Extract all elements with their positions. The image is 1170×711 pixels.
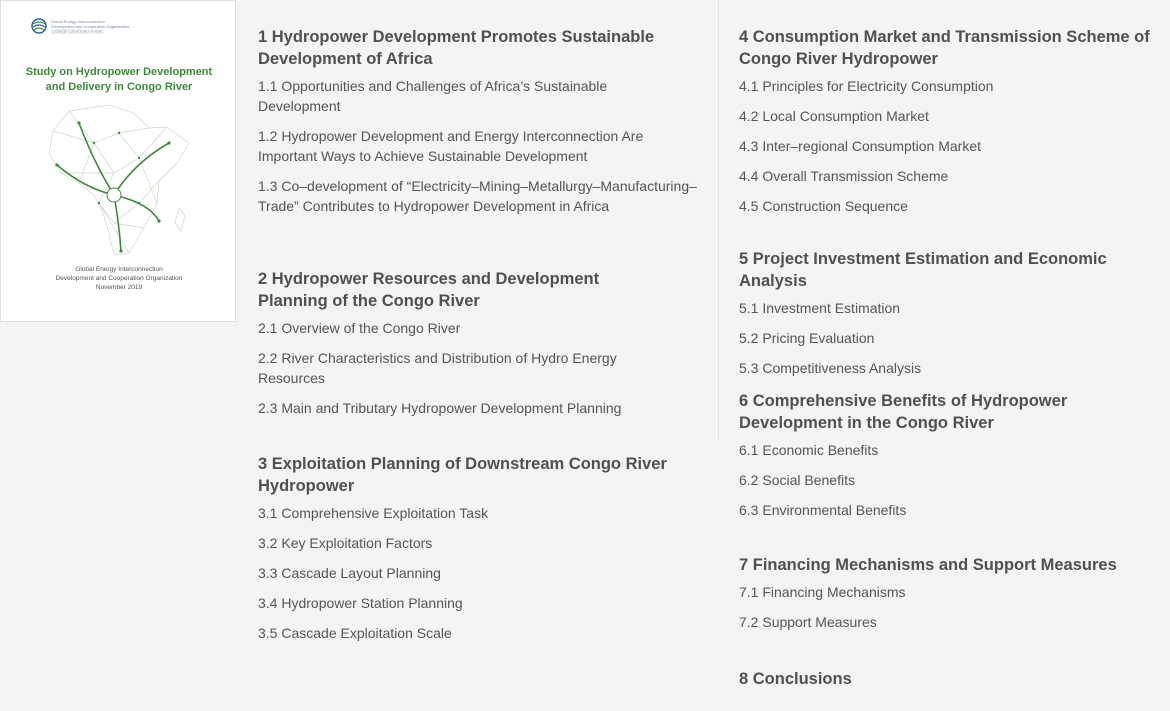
section-item: 2.1 Overview of the Congo River [258, 320, 461, 336]
section-item: 6.1 Economic Benefits [739, 442, 879, 458]
cover-publisher [1, 265, 237, 292]
section-item: 2.2 River Characteristics and Distribution of Hydro Energy Resources [258, 350, 617, 386]
cover-org [31, 18, 151, 34]
section-item: 4.4 Overall Transmission Scheme [739, 168, 949, 184]
cover-title-line: Study on Hydropower Development [25, 66, 213, 78]
section-item: 6.2 Social Benefits [739, 472, 855, 488]
cover-publisher-line: Global Energy Interconnection [75, 266, 163, 273]
section-item: 5.2 Pricing Evaluation [739, 330, 875, 346]
chapter-title: 4 Consumption Market and Transmission Scheme of Congo River Hydropower [739, 28, 1150, 68]
chapter-2 [258, 268, 668, 418]
chapter-title: 5 Project Investment Estimation and Economic Analysis [739, 250, 1107, 290]
chapter-title: 7 Financing Mechanisms and Support Measures [739, 556, 1117, 574]
cover-org-line: 全球能源互联网发展合作组织 [51, 28, 103, 34]
africa-network-map-icon [39, 103, 199, 263]
section-item: 5.3 Competitiveness Analysis [739, 360, 922, 376]
section-item: 7.1 Financing Mechanisms [739, 584, 906, 600]
chapter-title: 2 Hydropower Resources and Development Planning of the Congo River [258, 270, 600, 310]
section-item: 3.2 Key Exploitation Factors [258, 535, 433, 551]
chapter-7 [739, 554, 1170, 632]
cover-publisher-date: November 2019 [95, 284, 143, 291]
chapter-1 [258, 26, 697, 216]
cover-publisher-line: Development and Cooperation Organization [55, 275, 183, 282]
chapter-6 [739, 390, 1170, 520]
chapter-title: 1 Hydropower Development Promotes Sustainable Development of Africa [258, 28, 655, 68]
section-item: 5.1 Investment Estimation [739, 300, 901, 316]
section-item: 1.3 Co–development of “Electricity–Mining–Metallurgy–Manufacturing–Trade” Contributes to Hydropower Development in Africa [258, 178, 697, 214]
column-divider [718, 0, 719, 440]
cover-org-text [51, 19, 151, 34]
book-cover [0, 0, 236, 322]
chapter-title: 3 Exploitation Planning of Downstream Congo River Hydropower [258, 455, 667, 495]
chapter-title: 6 Comprehensive Benefits of Hydropower Development in the Congo River [739, 392, 1068, 432]
section-item: 7.2 Support Measures [739, 614, 877, 630]
section-item: 4.5 Construction Sequence [739, 198, 908, 214]
section-item: 4.3 Inter–regional Consumption Market [739, 138, 982, 154]
cover-org-line: Development and Cooperation Organization [51, 23, 130, 29]
section-item: 4.1 Principles for Electricity Consumption [739, 78, 994, 94]
section-item: 6.3 Environmental Benefits [739, 502, 907, 518]
globe-logo-icon [31, 18, 47, 34]
section-item: 1.1 Opportunities and Challenges of Africa’s Sustainable Development [258, 78, 608, 114]
chapter-8 [739, 668, 1170, 696]
section-item: 4.2 Local Consumption Market [739, 108, 929, 124]
section-item: 3.1 Comprehensive Exploitation Task [258, 505, 489, 521]
chapter-title: 8 Conclusions [739, 670, 852, 688]
section-item: 3.3 Cascade Layout Planning [258, 565, 441, 581]
chapter-5 [739, 248, 1170, 378]
section-item: 3.4 Hydropower Station Planning [258, 595, 463, 611]
section-item: 3.5 Cascade Exploitation Scale [258, 625, 452, 641]
chapter-3 [258, 453, 668, 643]
section-item: 2.3 Main and Tributary Hydropower Development Planning [258, 400, 622, 416]
cover-org-line: Global Energy Interconnection [51, 18, 105, 24]
cover-title [1, 65, 237, 95]
section-item: 1.2 Hydropower Development and Energy Interconnection Are Important Ways to Achieve Sustainable Development [258, 128, 644, 164]
chapter-4 [739, 26, 1159, 216]
cover-title-line: and Delivery in Congo River [45, 81, 193, 93]
